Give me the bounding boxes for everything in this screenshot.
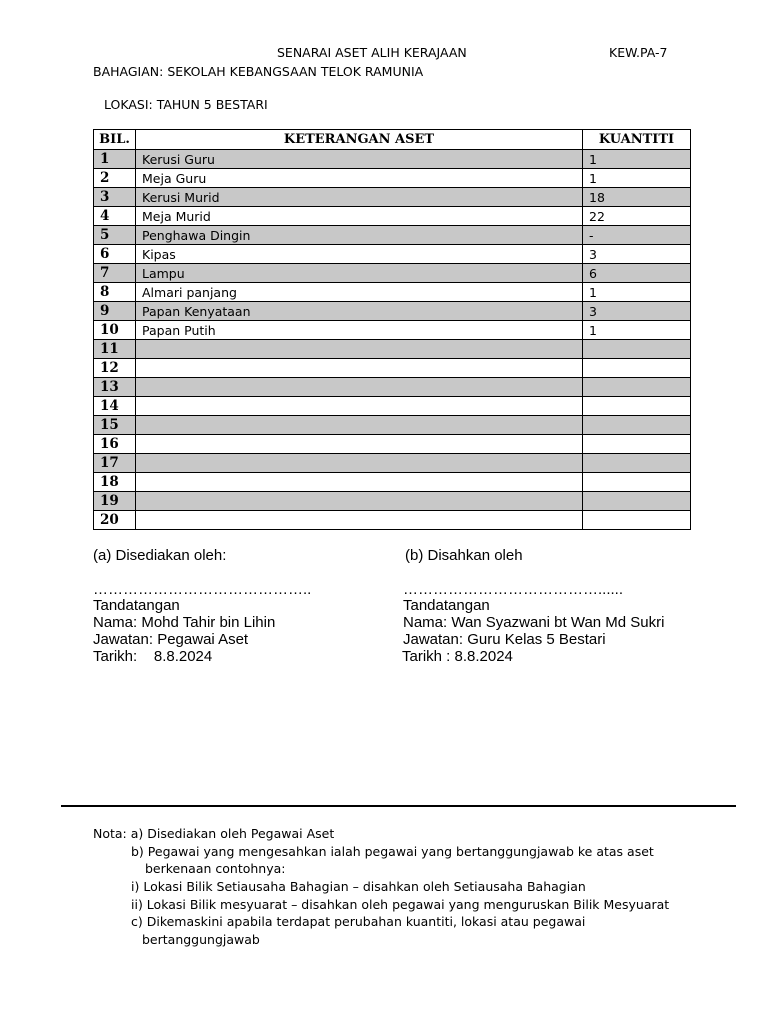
row-bil: 15	[94, 416, 136, 435]
row-keterangan	[136, 454, 583, 473]
table-row	[94, 188, 691, 207]
row-kuantiti	[583, 511, 691, 530]
row-bil: 7	[94, 264, 136, 283]
row-keterangan: Papan Kenyataan	[136, 302, 583, 321]
note-line-2: b) Pegawai yang mengesahkan ialah pegawai yang bertanggungjawab ke atas aset	[131, 844, 654, 859]
row-bil: 13	[94, 378, 136, 397]
row-bil: 17	[94, 454, 136, 473]
table-row	[94, 169, 691, 188]
row-bil: 8	[94, 283, 136, 302]
approved-by-jawatan: Jawatan: Guru Kelas 5 Bestari	[403, 631, 606, 648]
row-bil: 12	[94, 359, 136, 378]
table-row	[94, 207, 691, 226]
row-bil: 19	[94, 492, 136, 511]
row-keterangan: Meja Murid	[136, 207, 583, 226]
row-kuantiti	[583, 435, 691, 454]
note-line-7: bertanggungjawab	[142, 932, 260, 947]
row-bil: 10	[94, 321, 136, 340]
row-kuantiti: 1	[583, 169, 691, 188]
approved-by-tandatangan: Tandatangan	[403, 597, 490, 614]
row-keterangan: Kerusi Murid	[136, 188, 583, 207]
prepared-by-signature-line: ……………………………………..	[93, 581, 312, 598]
table-row	[94, 245, 691, 264]
row-bil: 16	[94, 435, 136, 454]
row-bil: 3	[94, 188, 136, 207]
prepared-by-jawatan: Jawatan: Pegawai Aset	[93, 631, 249, 648]
row-kuantiti: -	[583, 226, 691, 245]
row-bil: 2	[94, 169, 136, 188]
header-bil: BIL.	[94, 130, 136, 150]
table-row	[94, 150, 691, 169]
row-kuantiti	[583, 397, 691, 416]
row-kuantiti	[583, 492, 691, 511]
prepared-by-heading: (a) Disediakan oleh:	[93, 547, 227, 564]
table-row	[94, 321, 691, 340]
row-keterangan	[136, 473, 583, 492]
row-keterangan	[136, 416, 583, 435]
row-kuantiti: 1	[583, 321, 691, 340]
row-kuantiti	[583, 454, 691, 473]
table-row	[94, 454, 691, 473]
table-row	[94, 283, 691, 302]
row-bil: 18	[94, 473, 136, 492]
row-kuantiti: 3	[583, 302, 691, 321]
table-row	[94, 359, 691, 378]
row-kuantiti: 6	[583, 264, 691, 283]
row-keterangan	[136, 378, 583, 397]
table-row	[94, 302, 691, 321]
table-row	[94, 378, 691, 397]
row-keterangan: Meja Guru	[136, 169, 583, 188]
row-keterangan	[136, 511, 583, 530]
row-keterangan: Almari panjang	[136, 283, 583, 302]
table-row	[94, 435, 691, 454]
row-kuantiti: 18	[583, 188, 691, 207]
lokasi-label: LOKASI: TAHUN 5 BESTARI	[104, 97, 268, 112]
row-keterangan: Kerusi Guru	[136, 150, 583, 169]
note-line-1: Nota: a) Disediakan oleh Pegawai Aset	[93, 826, 335, 841]
row-bil: 1	[94, 150, 136, 169]
table-row	[94, 340, 691, 359]
table-row	[94, 492, 691, 511]
approved-by-signature-line: …………………………………......	[403, 581, 624, 598]
row-keterangan: Lampu	[136, 264, 583, 283]
row-kuantiti: 1	[583, 150, 691, 169]
row-keterangan	[136, 359, 583, 378]
row-kuantiti	[583, 378, 691, 397]
prepared-by-tandatangan: Tandatangan	[93, 597, 180, 614]
row-keterangan	[136, 397, 583, 416]
table-row	[94, 397, 691, 416]
row-keterangan: Penghawa Dingin	[136, 226, 583, 245]
prepared-by-nama: Nama: Mohd Tahir bin Lihin	[93, 614, 276, 631]
table-row	[94, 226, 691, 245]
row-keterangan	[136, 340, 583, 359]
table-row	[94, 511, 691, 530]
prepared-by-tarikh: Tarikh: 8.8.2024	[93, 648, 213, 665]
row-kuantiti: 22	[583, 207, 691, 226]
row-bil: 5	[94, 226, 136, 245]
document-title: SENARAI ASET ALIH KERAJAAN	[277, 45, 467, 60]
row-kuantiti	[583, 416, 691, 435]
row-bil: 4	[94, 207, 136, 226]
divider-line	[61, 805, 736, 807]
approved-by-heading: (b) Disahkan oleh	[405, 547, 523, 564]
row-kuantiti	[583, 359, 691, 378]
row-keterangan: Papan Putih	[136, 321, 583, 340]
row-keterangan: Kipas	[136, 245, 583, 264]
row-bil: 6	[94, 245, 136, 264]
row-bil: 14	[94, 397, 136, 416]
note-line-5: ii) Lokasi Bilik mesyuarat – disahkan oleh pegawai yang menguruskan Bilik Mesyuarat	[131, 897, 670, 912]
asset-table	[93, 129, 691, 530]
approved-by-tarikh: Tarikh : 8.8.2024	[402, 648, 513, 665]
approved-by-nama: Nama: Wan Syazwani bt Wan Md Sukri	[403, 614, 665, 631]
row-kuantiti: 3	[583, 245, 691, 264]
table-header-row	[94, 130, 691, 150]
row-bil: 9	[94, 302, 136, 321]
note-line-3: berkenaan contohnya:	[145, 861, 286, 876]
note-line-4: i) Lokasi Bilik Setiausaha Bahagian – disahkan oleh Setiausaha Bahagian	[131, 879, 586, 894]
row-bil: 20	[94, 511, 136, 530]
row-kuantiti	[583, 340, 691, 359]
header-kuantiti: KUANTITI	[583, 130, 691, 150]
row-bil: 11	[94, 340, 136, 359]
table-row	[94, 416, 691, 435]
row-keterangan	[136, 492, 583, 511]
note-line-6: c) Dikemaskini apabila terdapat perubahan kuantiti, lokasi atau pegawai	[131, 914, 586, 929]
form-code: KEW.PA-7	[609, 45, 668, 60]
row-keterangan	[136, 435, 583, 454]
bahagian-label: BAHAGIAN: SEKOLAH KEBANGSAAN TELOK RAMUNIA	[93, 64, 424, 79]
table-row	[94, 473, 691, 492]
row-kuantiti: 1	[583, 283, 691, 302]
table-row	[94, 264, 691, 283]
header-keterangan: KETERANGAN ASET	[136, 130, 583, 150]
row-kuantiti	[583, 473, 691, 492]
